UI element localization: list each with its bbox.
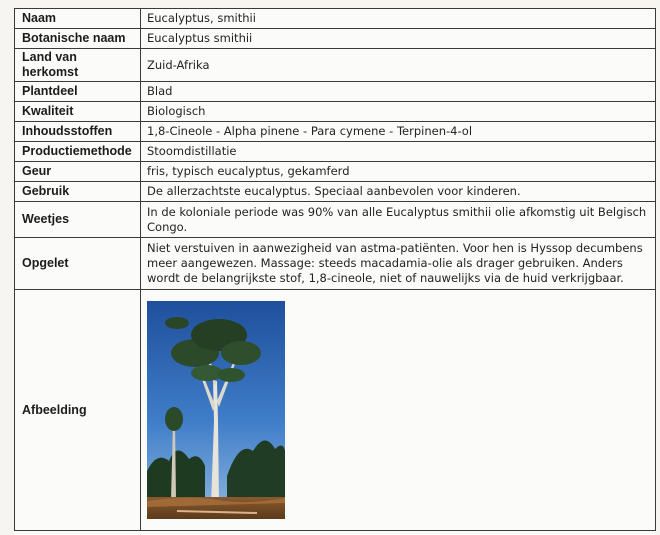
- row-label-gebruik: Gebruik: [15, 182, 141, 202]
- table-row: [15, 29, 656, 49]
- row-value-land-van-herkomst: Zuid-Afrika: [141, 49, 656, 82]
- table-row: [15, 122, 656, 142]
- datasheet-page: [14, 8, 656, 535]
- row-value-opgelet: Niet verstuiven in aanwezigheid van astma-patiënten. Voor hen is Hyssop decumbens meer aangewezen. Massage: steeds macadamia-olie als drager gebruiken. Anders wordt de belangrijkste stof, 1,8-cineole, niet of nauwelijks via de huid verkrijgbaar.: [141, 238, 656, 290]
- row-label-afbeelding: Afbeelding: [15, 290, 141, 531]
- row-label-geur: Geur: [15, 162, 141, 182]
- eucalyptus-tree-photo: [147, 301, 285, 519]
- row-value-plantdeel: Blad: [141, 82, 656, 102]
- row-value-gebruik: De allerzachtste eucalyptus. Speciaal aanbevolen voor kinderen.: [141, 182, 656, 202]
- table-row: [15, 182, 656, 202]
- table-row: [15, 202, 656, 238]
- row-value-geur: fris, typisch eucalyptus, gekamferd: [141, 162, 656, 182]
- row-value-kwaliteit: Biologisch: [141, 102, 656, 122]
- table-row: [15, 82, 656, 102]
- row-label-productiemethode: Productiemethode: [15, 142, 141, 162]
- row-value-naam: Eucalyptus, smithii: [141, 9, 656, 29]
- row-label-inhoudsstoffen: Inhoudsstoffen: [15, 122, 141, 142]
- row-value-weetjes: In de koloniale periode was 90% van alle Eucalyptus smithii olie afkomstig uit Belgisch Congo.: [141, 202, 656, 238]
- row-value-productiemethode: Stoomdistillatie: [141, 142, 656, 162]
- plant-properties-table: [14, 8, 656, 531]
- table-row: [15, 102, 656, 122]
- table-row: [15, 142, 656, 162]
- table-row: [15, 290, 656, 531]
- table-row: [15, 238, 656, 290]
- row-label-land-van-herkomst: Land van herkomst: [15, 49, 141, 82]
- row-label-naam: Naam: [15, 9, 141, 29]
- table-row: [15, 49, 656, 82]
- table-row: [15, 162, 656, 182]
- table-row: [15, 9, 656, 29]
- row-label-weetjes: Weetjes: [15, 202, 141, 238]
- row-label-plantdeel: Plantdeel: [15, 82, 141, 102]
- row-value-inhoudsstoffen: 1,8-Cineole - Alpha pinene - Para cymene - Terpinen-4-ol: [141, 122, 656, 142]
- row-label-opgelet: Opgelet: [15, 238, 141, 290]
- row-value-afbeelding: [141, 290, 656, 531]
- row-value-botanische-naam: Eucalyptus smithii: [141, 29, 656, 49]
- row-label-kwaliteit: Kwaliteit: [15, 102, 141, 122]
- row-label-botanische-naam: Botanische naam: [15, 29, 141, 49]
